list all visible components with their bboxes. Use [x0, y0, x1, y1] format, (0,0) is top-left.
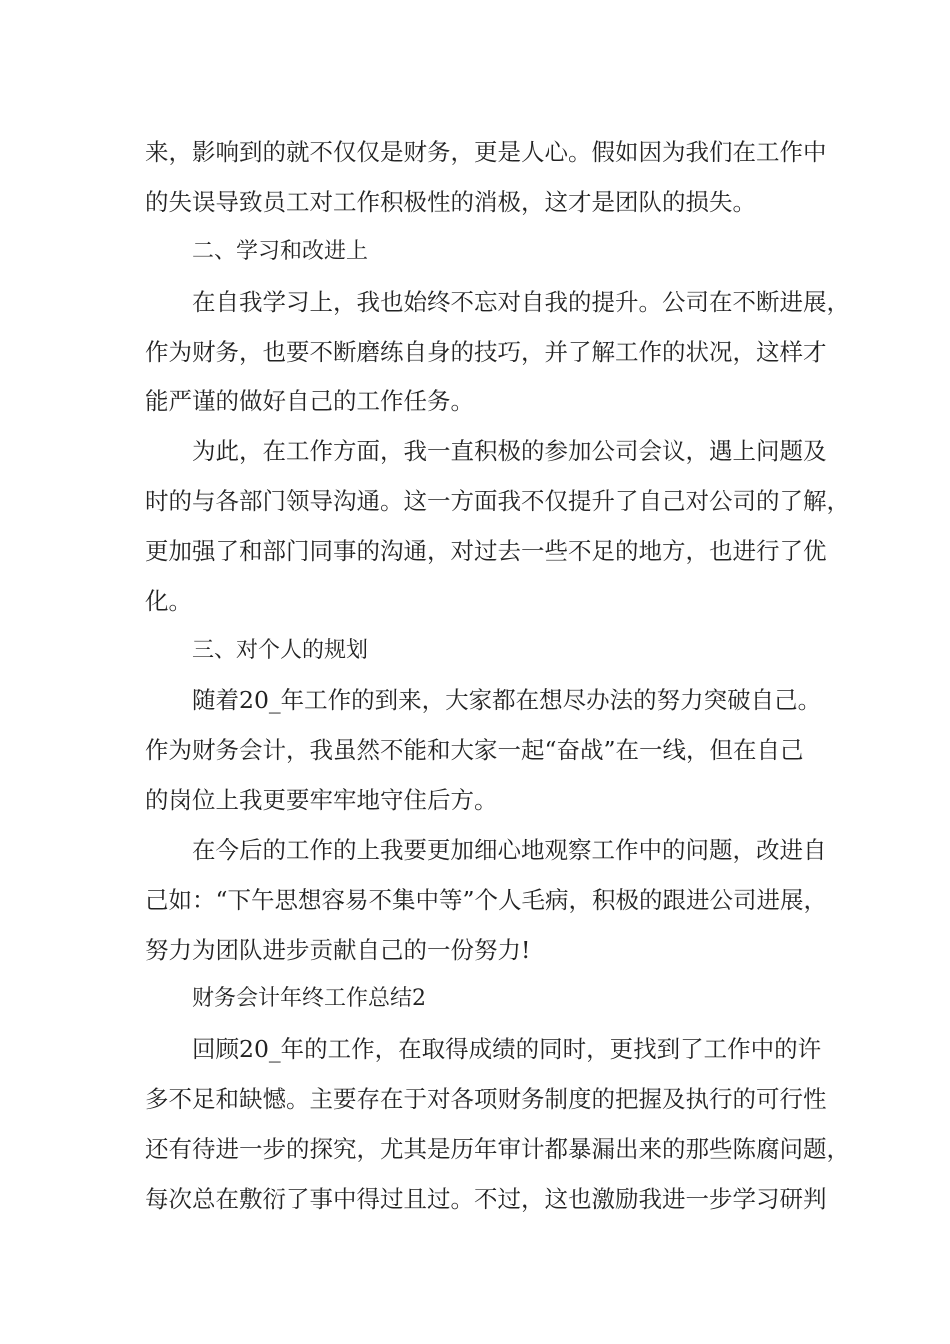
- text-line: 为此，在工作方面，我一直积极的参加公司会议，遇上问题及: [192, 437, 827, 465]
- text-line: 每次总在敷衍了事中得过且过。不过，这也激励我进一步学习研判: [145, 1185, 827, 1213]
- text-line: 的失误导致员工对工作积极性的消极，这才是团队的损失。: [145, 188, 756, 216]
- article-title: 财务会计年终工作总结2: [192, 986, 426, 1011]
- text-line: 多不足和缺憾。主要存在于对各项财务制度的把握及执行的可行性: [145, 1085, 827, 1113]
- text-line: 随着20_年工作的到来，大家都在想尽办法的努力突破自己。: [192, 686, 822, 714]
- text-line: 回顾20_年的工作，在取得成绩的同时，更找到了工作中的许: [192, 1035, 822, 1063]
- text-line: 来，影响到的就不仅仅是财务，更是人心。假如因为我们在工作中: [145, 138, 827, 166]
- text-line: 己如：“下午思想容易不集中等”个人毛病，积极的跟进公司进展，: [145, 886, 828, 914]
- text-line: 还有待进一步的探究，尤其是历年审计都暴漏出来的那些陈腐问题，: [145, 1135, 850, 1163]
- text-line: 更加强了和部门同事的沟通，对过去一些不足的地方，也进行了优: [145, 537, 827, 565]
- section-heading: 二、学习和改进上: [192, 239, 369, 264]
- text-line: 作为财务会计，我虽然不能和大家一起“奋战”在一线，但在自己: [145, 736, 804, 764]
- section-heading: 三、对个人的规划: [192, 638, 369, 663]
- text-line: 在今后的工作的上我要更加细心地观察工作中的问题，改进自: [192, 836, 827, 864]
- text-line: 在自我学习上，我也始终不忘对自我的提升。公司在不断进展，: [192, 288, 850, 316]
- text-line: 作为财务，也要不断磨练自身的技巧，并了解工作的状况，这样才: [145, 338, 827, 366]
- text-line: 能严谨的做好自己的工作任务。: [145, 387, 474, 415]
- text-line: 努力为团队进步贡献自己的一份努力!: [145, 936, 531, 964]
- text-line: 时的与各部门领导沟通。这一方面我不仅提升了自己对公司的了解，: [145, 487, 850, 515]
- text-line: 化。: [145, 587, 192, 615]
- text-line: 的岗位上我更要牢牢地守住后方。: [145, 786, 498, 814]
